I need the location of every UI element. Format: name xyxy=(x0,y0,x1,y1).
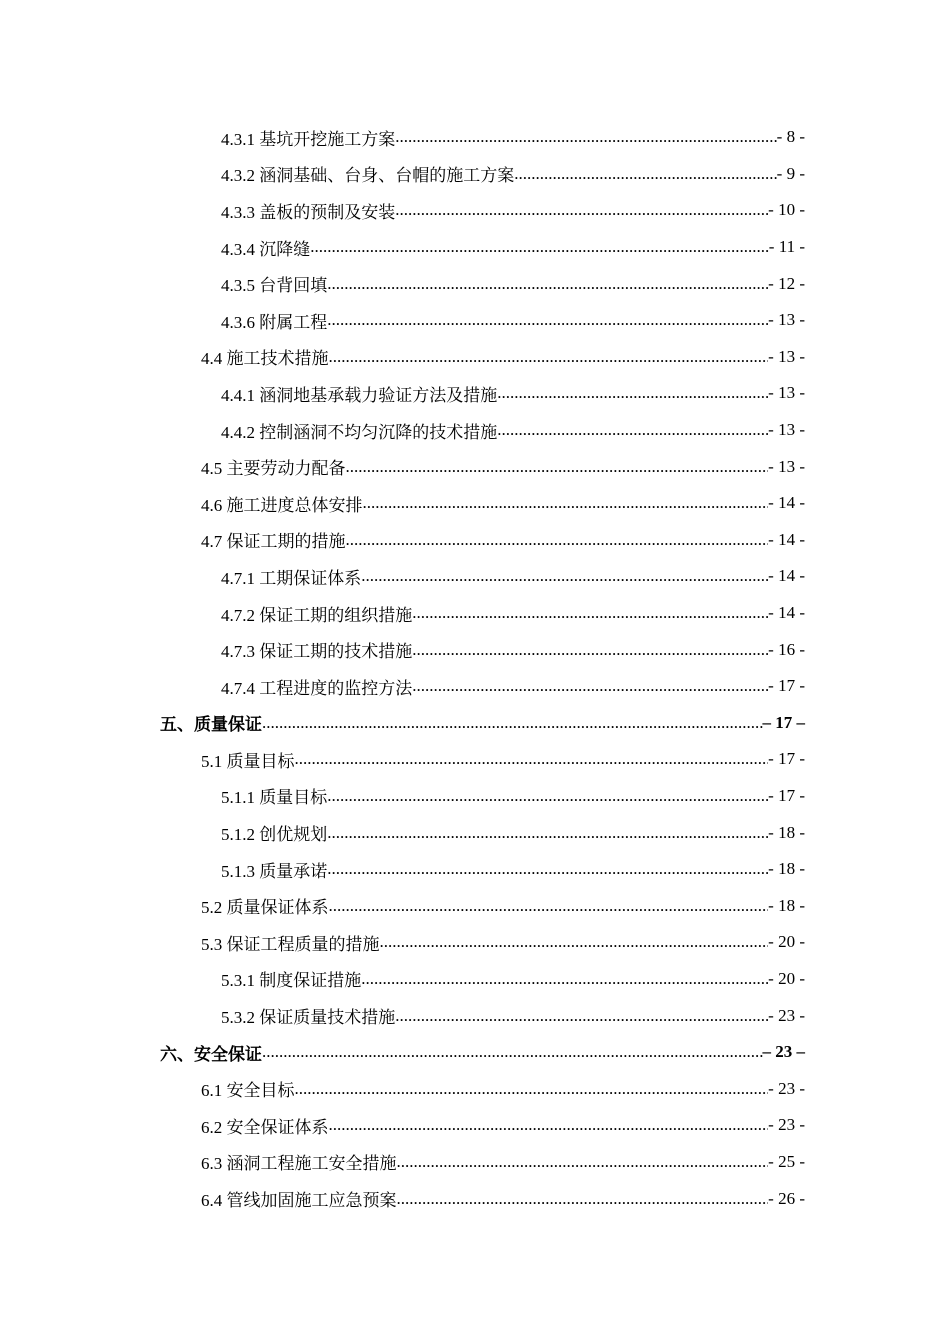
toc-entry-page-number: – 23 – xyxy=(762,1042,805,1062)
dot-leader xyxy=(380,932,769,952)
toc-entry-page-number: - 10 - xyxy=(768,200,805,220)
dot-leader xyxy=(514,164,776,184)
toc-entry-line xyxy=(201,1113,805,1138)
toc-entry-line xyxy=(201,1186,805,1211)
toc-entry-title: 5.3.1 制度保证措施 xyxy=(221,971,362,991)
toc-entry[interactable] xyxy=(0,814,950,851)
dot-leader xyxy=(412,603,768,623)
toc-entry-title: 4.7.2 保证工期的组织措施 xyxy=(221,605,413,625)
toc-entry[interactable] xyxy=(0,924,950,961)
toc-entry[interactable] xyxy=(0,448,950,485)
toc-entry-title: 4.7.1 工期保证体系 xyxy=(221,568,362,588)
table-of-contents xyxy=(0,119,950,1217)
toc-entry-page-number: - 14 - xyxy=(768,566,805,586)
toc-entry-line xyxy=(221,418,805,443)
toc-entry-line xyxy=(221,674,805,699)
toc-entry-line xyxy=(221,198,805,223)
toc-entry-page-number: - 12 - xyxy=(768,273,805,293)
toc-entry-line xyxy=(160,1040,805,1065)
toc-entry-page-number: - 13 - xyxy=(768,383,805,403)
toc-entry-page-number: - 17 - xyxy=(768,676,805,696)
toc-entry[interactable] xyxy=(0,851,950,888)
toc-entry[interactable] xyxy=(0,1107,950,1144)
dot-leader xyxy=(412,676,768,696)
toc-entry-page-number: - 18 - xyxy=(768,895,805,915)
dot-leader xyxy=(262,713,763,733)
toc-entry[interactable] xyxy=(0,1034,950,1071)
toc-entry[interactable] xyxy=(0,631,950,668)
dot-leader xyxy=(327,786,768,806)
dot-leader xyxy=(497,383,768,403)
toc-entry-title: 4.7 保证工期的措施 xyxy=(201,532,346,552)
toc-entry-title: 5.3 保证工程质量的措施 xyxy=(201,934,380,954)
dot-leader xyxy=(329,347,769,367)
toc-entry-title: 4.3.3 盖板的预制及安装 xyxy=(221,202,396,222)
toc-entry-line xyxy=(221,564,805,589)
toc-entry-title: 五、质量保证 xyxy=(160,715,262,735)
toc-entry-line xyxy=(201,930,805,955)
toc-entry[interactable] xyxy=(0,265,950,302)
toc-entry-title: 5.3.2 保证质量技术措施 xyxy=(221,1008,396,1028)
toc-entry-title: 5.1 质量目标 xyxy=(201,751,295,771)
toc-entry[interactable] xyxy=(0,522,950,559)
toc-entry-page-number: - 13 - xyxy=(768,420,805,440)
toc-entry[interactable] xyxy=(0,375,950,412)
toc-entry[interactable] xyxy=(0,595,950,632)
toc-entry-title: 4.3.5 台背回填 xyxy=(221,276,328,296)
toc-entry-page-number: - 25 - xyxy=(768,1151,805,1171)
dot-leader xyxy=(361,969,768,989)
toc-entry-title: 4.3.4 沉降缝 xyxy=(221,239,311,259)
toc-entry-page-number: - 9 - xyxy=(776,163,805,183)
toc-entry-title: 六、安全保证 xyxy=(160,1044,262,1064)
dot-leader xyxy=(395,127,776,147)
dot-leader xyxy=(327,274,768,294)
dot-leader xyxy=(497,420,768,440)
toc-entry-line xyxy=(221,601,805,626)
toc-entry-page-number: - 11 - xyxy=(768,237,805,257)
dot-leader xyxy=(363,493,769,513)
toc-entry-title: 6.2 安全保证体系 xyxy=(201,1117,329,1137)
toc-entry[interactable] xyxy=(0,1144,950,1181)
toc-entry[interactable] xyxy=(0,485,950,522)
toc-entry-line xyxy=(221,125,805,150)
toc-entry[interactable] xyxy=(0,302,950,339)
toc-entry-title: 4.4.2 控制涵洞不均匀沉降的技术措施 xyxy=(221,422,498,442)
toc-entry-title: 5.1.1 质量目标 xyxy=(221,788,328,808)
toc-entry[interactable] xyxy=(0,741,950,778)
toc-entry-line xyxy=(221,235,805,260)
toc-entry-line xyxy=(201,747,805,772)
dot-leader xyxy=(295,1079,769,1099)
toc-entry[interactable] xyxy=(0,229,950,266)
dot-leader xyxy=(327,310,768,330)
toc-entry[interactable] xyxy=(0,705,950,742)
toc-entry[interactable] xyxy=(0,1070,950,1107)
toc-entry-page-number: - 14 - xyxy=(768,529,805,549)
toc-entry-line xyxy=(201,454,805,479)
toc-entry-line xyxy=(160,710,805,735)
toc-entry-line xyxy=(221,271,805,296)
toc-entry-line xyxy=(201,344,805,369)
toc-entry-line xyxy=(221,308,805,333)
toc-entry-page-number: - 23 - xyxy=(768,1078,805,1098)
toc-entry-page-number: - 13 - xyxy=(768,310,805,330)
toc-entry-line xyxy=(201,491,805,516)
toc-entry-page-number: - 20 - xyxy=(768,932,805,952)
toc-entry-line xyxy=(221,820,805,845)
dot-leader xyxy=(361,566,768,586)
toc-entry-page-number: - 20 - xyxy=(768,968,805,988)
toc-entry-page-number: - 17 - xyxy=(768,785,805,805)
toc-entry-line xyxy=(221,161,805,186)
toc-entry-page-number: - 26 - xyxy=(768,1188,805,1208)
toc-entry-page-number: - 14 - xyxy=(768,493,805,513)
toc-entry-page-number: - 23 - xyxy=(768,1115,805,1135)
toc-entry-title: 4.7.4 工程进度的监控方法 xyxy=(221,678,413,698)
toc-entry-title: 4.3.2 涵洞基础、台身、台帽的施工方案 xyxy=(221,166,515,186)
toc-entry-page-number: – 17 – xyxy=(762,712,805,732)
toc-entry[interactable] xyxy=(0,119,950,156)
toc-entry-line xyxy=(221,783,805,808)
toc-entry[interactable] xyxy=(0,412,950,449)
toc-entry-title: 5.2 质量保证体系 xyxy=(201,898,329,918)
dot-leader xyxy=(395,200,768,220)
toc-entry-title: 4.7.3 保证工期的技术措施 xyxy=(221,642,413,662)
dot-leader xyxy=(327,859,768,879)
dot-leader xyxy=(329,896,769,916)
toc-entry[interactable] xyxy=(0,668,950,705)
dot-leader xyxy=(395,1006,768,1026)
toc-entry-title: 4.4 施工技术措施 xyxy=(201,349,329,369)
toc-entry-line xyxy=(221,637,805,662)
toc-entry[interactable] xyxy=(0,558,950,595)
toc-entry-page-number: - 17 - xyxy=(768,749,805,769)
dot-leader xyxy=(262,1042,763,1062)
toc-entry[interactable] xyxy=(0,961,950,998)
toc-entry-page-number: - 8 - xyxy=(776,127,805,147)
toc-entry[interactable] xyxy=(0,778,950,815)
dot-leader xyxy=(327,823,768,843)
toc-entry-title: 5.1.2 创优规划 xyxy=(221,825,328,845)
dot-leader xyxy=(412,640,768,660)
toc-entry-line xyxy=(201,527,805,552)
toc-entry-line xyxy=(201,893,805,918)
toc-entry[interactable] xyxy=(0,1180,950,1217)
toc-entry-title: 4.4.1 涵洞地基承载力验证方法及措施 xyxy=(221,385,498,405)
toc-entry-page-number: - 14 - xyxy=(768,603,805,623)
toc-entry-line xyxy=(201,1076,805,1101)
dot-leader xyxy=(310,237,769,257)
toc-entry[interactable] xyxy=(0,339,950,376)
toc-entry-title: 6.3 涵洞工程施工安全措施 xyxy=(201,1154,397,1174)
toc-entry-title: 5.1.3 质量承诺 xyxy=(221,861,328,881)
dot-leader xyxy=(346,530,769,550)
toc-entry-line xyxy=(221,857,805,882)
toc-entry-page-number: - 16 - xyxy=(768,639,805,659)
toc-entry-page-number: - 18 - xyxy=(768,822,805,842)
toc-entry[interactable] xyxy=(0,192,950,229)
dot-leader xyxy=(397,1152,769,1172)
toc-entry[interactable] xyxy=(0,887,950,924)
toc-entry-title: 6.4 管线加固施工应急预案 xyxy=(201,1191,397,1211)
toc-entry-line xyxy=(221,966,805,991)
toc-entry-title: 6.1 安全目标 xyxy=(201,1081,295,1101)
toc-entry-line xyxy=(221,381,805,406)
toc-entry-page-number: - 18 - xyxy=(768,859,805,879)
dot-leader xyxy=(346,457,769,477)
toc-entry-title: 4.3.6 附属工程 xyxy=(221,312,328,332)
toc-entry-page-number: - 23 - xyxy=(768,1005,805,1025)
toc-entry-title: 4.3.1 基坑开挖施工方案 xyxy=(221,129,396,149)
toc-entry-line xyxy=(221,1003,805,1028)
toc-entry-title: 4.6 施工进度总体安排 xyxy=(201,495,363,515)
toc-entry-title: 4.5 主要劳动力配备 xyxy=(201,459,346,479)
toc-entry-page-number: - 13 - xyxy=(768,346,805,366)
toc-entry-line xyxy=(201,1149,805,1174)
toc-entry[interactable] xyxy=(0,997,950,1034)
toc-entry[interactable] xyxy=(0,156,950,193)
dot-leader xyxy=(329,1115,769,1135)
toc-entry-page-number: - 13 - xyxy=(768,456,805,476)
dot-leader xyxy=(295,749,769,769)
dot-leader xyxy=(397,1189,769,1209)
